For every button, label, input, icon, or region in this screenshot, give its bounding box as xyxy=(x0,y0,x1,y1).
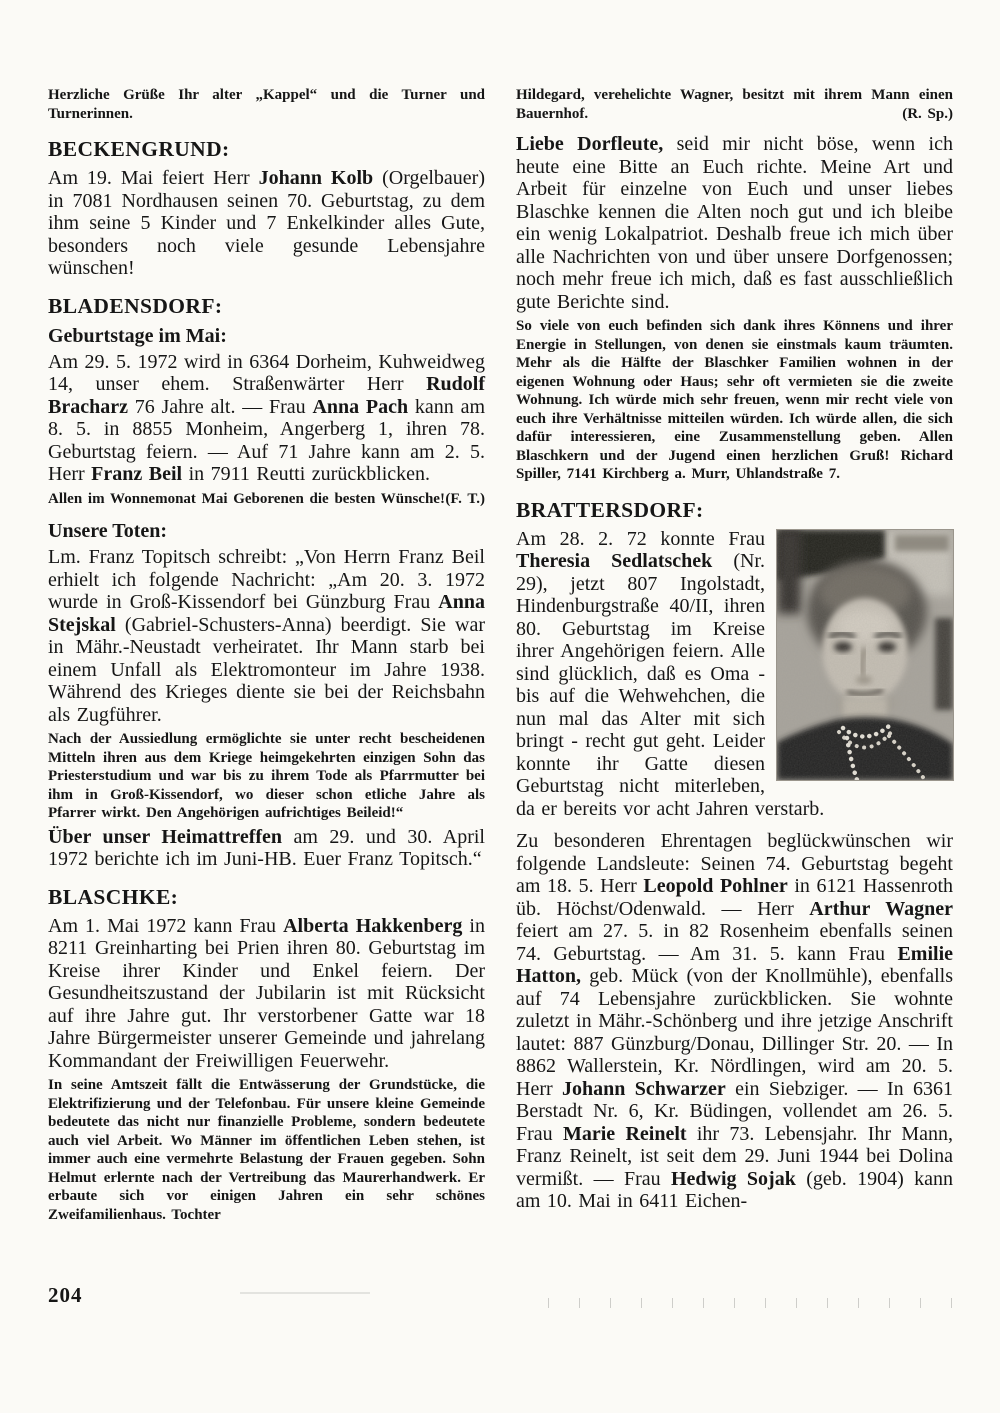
portrait-photo xyxy=(777,530,953,780)
blaschke-paragraph: Am 1. Mai 1972 kann Frau Alberta Hakkenberg in 8211 Greinharting bei Prien ihren 80. Geburtstag im Kreise ihrer Kinder und Enkel feiern. Der Gesundheitszustand der Jubilarin ist mit Rücksicht auf ihre Jahre gut. Ihr verstorbener Gatte war 18 Jahre Bürgermeister unserer Gemeinde und jahrelang Kommandant der Freiwilligen Feuerwehr. xyxy=(48,914,485,1072)
hildegard-text: Hildegard, verehelichte Wagner, besitzt mit ihrem Mann einen Bauernhof. xyxy=(516,87,953,122)
wishes-text: Allen im Wonnemonat Mai Geborenen die besten Wünsche! xyxy=(48,490,445,507)
section-heading-blaschke: BLASCHKE: xyxy=(48,884,179,909)
beckengrund-paragraph: Am 19. Mai feiert Herr Johann Kolb (Orgelbauer) in 7081 Nordhausen seinen 70. Geburtstag, zu dem ihm seine 5 Kinder und 7 Enkelkinder alles Gute, besonders noch viele gesunde Lebensjahre wünschen! xyxy=(48,167,485,279)
ehrentage-paragraph: Zu besonderen Ehrentagen beglückwünschen wir folgende Landsleute: Seinen 74. Geburtstag begeht am 18. 5. Herr Leopold Pohlner in 6121 Hassenroth üb. Höchst/Odenwald. — Herr Arthur Wagner feiert am 27. 5. in 82 Rosenheim ebenfalls seinen 74. Geburtstag. — Am 31. 5. kann Frau Emilie Hatton, geb. Mück (von der Knollmühle), ebenfalls auf 74 Lebensjahre zurückblicken. Sie wohnte zuletzt in Mähr.-Schönberg und ihre jetzige Anschrift lautet: 887 Günzburg/Donau, Dillinger Str. 20. — In 8862 Wallerstein, Kr. Nördlingen, wird am 20. 5. Herr Johann Schwarzer ein Siebziger. — In 6361 Berstadt Nr. 6, Kr. Büdingen, vollendet am 26. 5. Frau Marie Reinelt ihr 73. Lebensjahr. Ihr Mann, Franz Reinelt, ist seit dem 29. Juni 1944 bei Dolina vermißt. — Frau Hedwig Sojak (geb. 1904) kann am 10. Mai in 6411 Eichen- xyxy=(516,830,954,1212)
section-heading-brattersdorf: BRATTERSDORF: xyxy=(516,497,704,522)
greeting-note: Herzliche Grüße Ihr alter „Kappel“ und die Turner und Turnerinnen. xyxy=(48,87,485,122)
wishes-note xyxy=(48,490,485,509)
blaschke-note: In seine Amtszeit fällt die Entwässerung der Grundstücke, die Elektrifizierung und der Telefonbau. Für unsere kleine Gemeinde bedeutete das nicht nur finanzielle Probleme, sondern bedeutete auch viel Arbeit. Wo Männer im öffentlichen Leben stehen, ist immer auch eine vermehrte Belastung der Frauen gegeben. Sohn Helmut erlernte nach der Vertreibung das Maurerhandwerk. Er erbaute sich vor einigen Jahren ein sehr schönes Zweifamilienhaus. Tochter xyxy=(48,1077,485,1223)
section-heading-beckengrund: BECKENGRUND: xyxy=(48,137,230,161)
toten-paragraph: Lm. Franz Topitsch schreibt: „Von Herrn Franz Beil erhielt ich folgende Nachricht: „Am 20. 3. 1972 wurde in Groß-Kissendorf bei Günzburg Frau Anna Stejskal (Gabriel-Schusters-Anna) beerdigt. Sie war in Mähr.-Neustadt verheiratet. Ihr Mann starb bei einem Unfall als Elektromonteur im Jahre 1938. Während des Krieges diente sie bei der Reichsbahn als Zugführer. xyxy=(48,546,485,726)
subheading-geburtstage-mai: Geburtstage im Mai: xyxy=(48,324,227,347)
subheading-unsere-toten: Unsere Toten: xyxy=(48,520,168,542)
scan-smudge xyxy=(240,1292,370,1294)
portrait-photo-svg xyxy=(777,530,953,780)
heimattreffen-paragraph: Über unser Heimattreffen am 29. und 30. April 1972 berichte ich im Juni-HB. Euer Franz Topitsch.“ xyxy=(48,825,485,870)
right-column xyxy=(516,86,953,1217)
spiller-note: So viele von euch befinden sich dank ihres Könnens und ihrer Energie in Stellungen, von denen sie einstmals kaum träumten. Mehr als die Hälfte der Blaschker Familien wohnen in der eigenen Wohnung oder Haus; sehr oft vermieten sie die zweite Wohnung. Ich würde mich sehr freuen, wenn mir recht viele von euch ihre Verhältnisse mitteilen würden. Ich würde allen, die sich dafür interessieren, eine Zusammenstellung geben. Allen Blaschkern und der Jugend einen herzlichen Gruß! Richard Spiller, 7141 Kirchberg a. Murr, Uhlandstraße 7. xyxy=(516,318,953,482)
dorfleute-paragraph: Liebe Dorfleute, seid mir nicht böse, wenn ich heute eine Bitte an Euch richte. Meine Art und Arbeit für einzelne von Euch und unser liebes Blaschke kennen die Alten noch gut und ich bleibe ein wenig Lokalpatriot. Deshalb freue ich mich über alle Nachrichten von und über unsere Dorfgenossen; noch mehr freue ich mich, daß es fast ausschließlich gute Berichte sind. xyxy=(516,133,953,313)
scan-artifacts xyxy=(548,1298,956,1308)
left-column xyxy=(48,86,485,1227)
section-heading-bladensdorf: BLADENSDORF: xyxy=(48,293,223,318)
sedlatschek-paragraph xyxy=(516,528,953,821)
page-number: 204 xyxy=(48,1283,83,1307)
toten-note: Nach der Aussiedlung ermöglichte sie unter recht bescheidenen Mitteln ihren aus dem Kriege heimgekehrten einzigen Sohn das Priesterstudium und war bis zu ihrem Tode als Pfarrmutter bei ihm in Groß-Kissendorf, wo dieser schon etliche Jahre als Pfarrer wirkt. Den Angehörigen aufrichtiges Beileid!“ xyxy=(48,731,485,821)
attribution-ft: (F. T.) xyxy=(445,490,485,507)
bladensdorf-paragraph: Am 29. 5. 1972 wird in 6364 Dorheim, Kuhweidweg 14, unser ehem. Straßenwärter Herr Rudolf Bracharz 76 Jahre alt. — Frau Anna Pach kann am 8. 5. in 8855 Monheim, Angerberg 1, ihren 78. Geburtstag feiern. — Auf 71 Jahre kann am 2. 5. Herr Franz Beil in 7911 Reutti zurückblicken. xyxy=(48,350,486,485)
attribution-rsp: (R. Sp.) xyxy=(902,105,953,122)
hildegard-note xyxy=(516,86,953,123)
sedlatschek-text: Am 28. 2. 72 konnte Frau Theresia Sedlatschek (Nr. 29), jetzt 807 Ingolstadt, Hindenburgstraße 40/II, ihren 80. Geburtstag im Kreise ihrer Angehörigen feiern. Alle sind glücklich, daß es Oma - bis auf die Wehwehchen, die nun mal das Alter mit sich bringt - recht gut geht. Leider konnte ihr Gatte diesen Geburtstag nicht miterleben, da er bereits vor acht Jahren verstarb. xyxy=(516,527,825,820)
